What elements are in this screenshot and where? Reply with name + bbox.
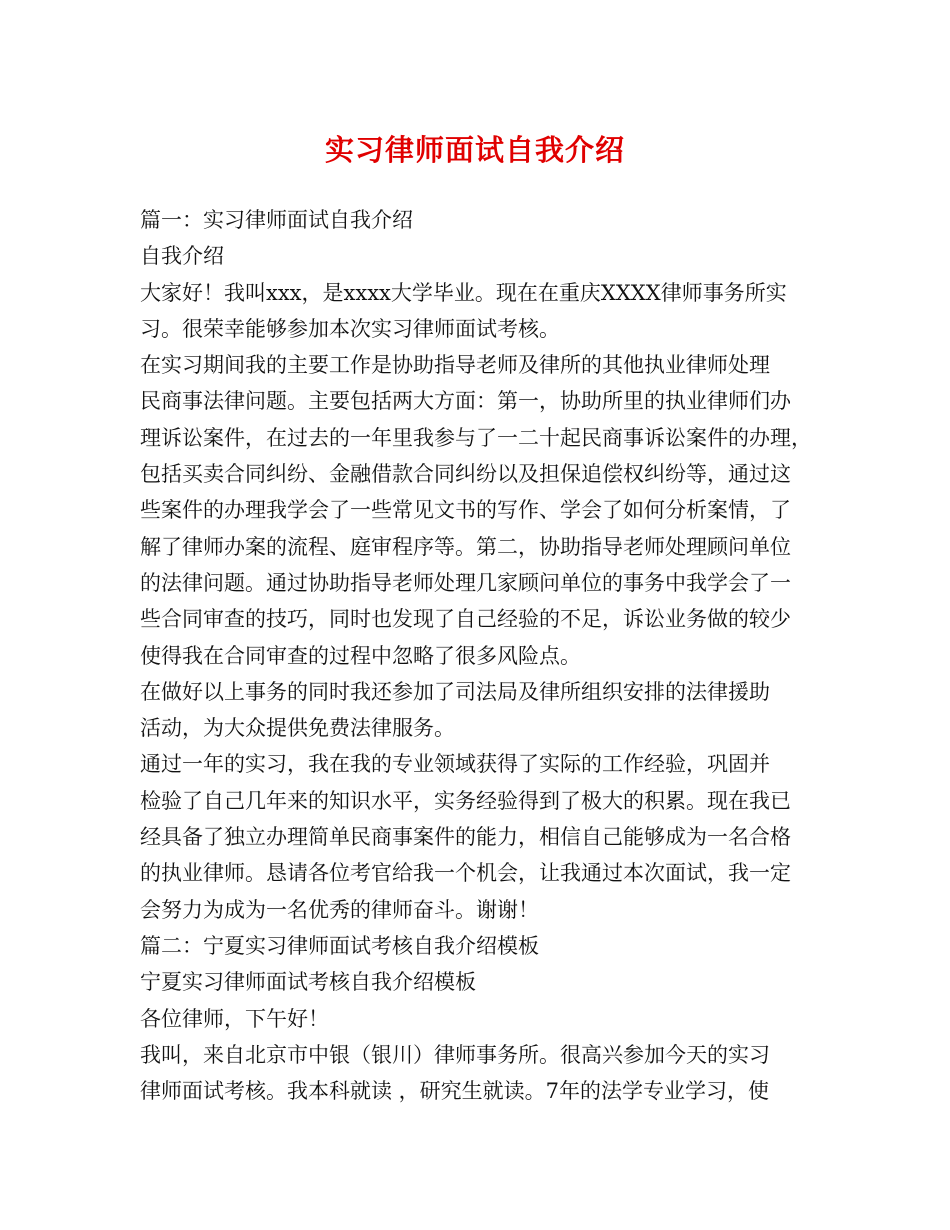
body-line: 自我介绍 (140, 244, 224, 269)
body-line: 理诉讼案件，在过去的一年里我参与了一二十起民商事诉讼案件的办理， (140, 425, 812, 450)
body-line: 包括买卖合同纠纷、金融借款合同纠纷以及担保追偿权纠纷等，通过这 (140, 462, 791, 487)
body-line: 习。很荣幸能够参加本次实习律师面试考核。 (140, 316, 560, 341)
body-line: 经具备了独立办理简单民商事案件的能力，相信自己能够成为一名合格 (140, 825, 791, 850)
body-line: 解了律师办案的流程、庭审程序等。第二，协助指导老师处理顾问单位 (140, 534, 791, 559)
body-line: 些合同审查的技巧，同时也发现了自己经验的不足，诉讼业务做的较少 (140, 607, 791, 632)
document-body (140, 202, 822, 1109)
body-line: 在做好以上事务的同时我还参加了司法局及律所组织安排的法律援助 (140, 679, 770, 704)
body-line: 活动，为大众提供免费法律服务。 (140, 716, 455, 741)
body-line: 的法律问题。通过协助指导老师处理几家顾问单位的事务中我学会了一 (140, 570, 791, 595)
body-line: 各位律师，下午好！ (140, 1006, 329, 1031)
body-line: 些案件的办理我学会了一些常见文书的写作、学会了如何分析案情，了 (140, 498, 791, 523)
body-line: 宁夏实习律师面试考核自我介绍模板 (140, 970, 476, 995)
body-line: 在实习期间我的主要工作是协助指导老师及律所的其他执业律师处理 (140, 353, 770, 378)
body-line: 民商事法律问题。主要包括两大方面：第一，协助所里的执业律师们办 (140, 389, 791, 414)
document-title: 实习律师面试自我介绍 (324, 133, 625, 167)
body-line: 我叫，来自北京市中银（银川）律师事务所。很高兴参加今天的实习 (140, 1042, 770, 1067)
body-line: 的执业律师。恳请各位考官给我一个机会，让我通过本次面试，我一定 (140, 861, 791, 886)
body-line: 篇二：宁夏实习律师面试考核自我介绍模板 (140, 933, 539, 958)
body-line: 使得我在合同审查的过程中忽略了很多风险点。 (140, 643, 581, 668)
body-line: 检验了自己几年来的知识水平，实务经验得到了极大的积累。现在我已 (140, 788, 791, 813)
body-line: 大家好！我叫xxx，是xxxx大学毕业。现在在重庆XXXX律师事务所实 (140, 280, 787, 305)
body-line: 会努力为成为一名优秀的律师奋斗。谢谢！ (140, 897, 539, 922)
body-line: 通过一年的实习，我在我的专业领域获得了实际的工作经验，巩固并 (140, 752, 770, 777)
body-line: 篇一：实习律师面试自我介绍 (140, 208, 413, 232)
body-line: 律师面试考核。我本科就读 ，研究生就读。7年的法学专业学习，使 (140, 1079, 770, 1104)
